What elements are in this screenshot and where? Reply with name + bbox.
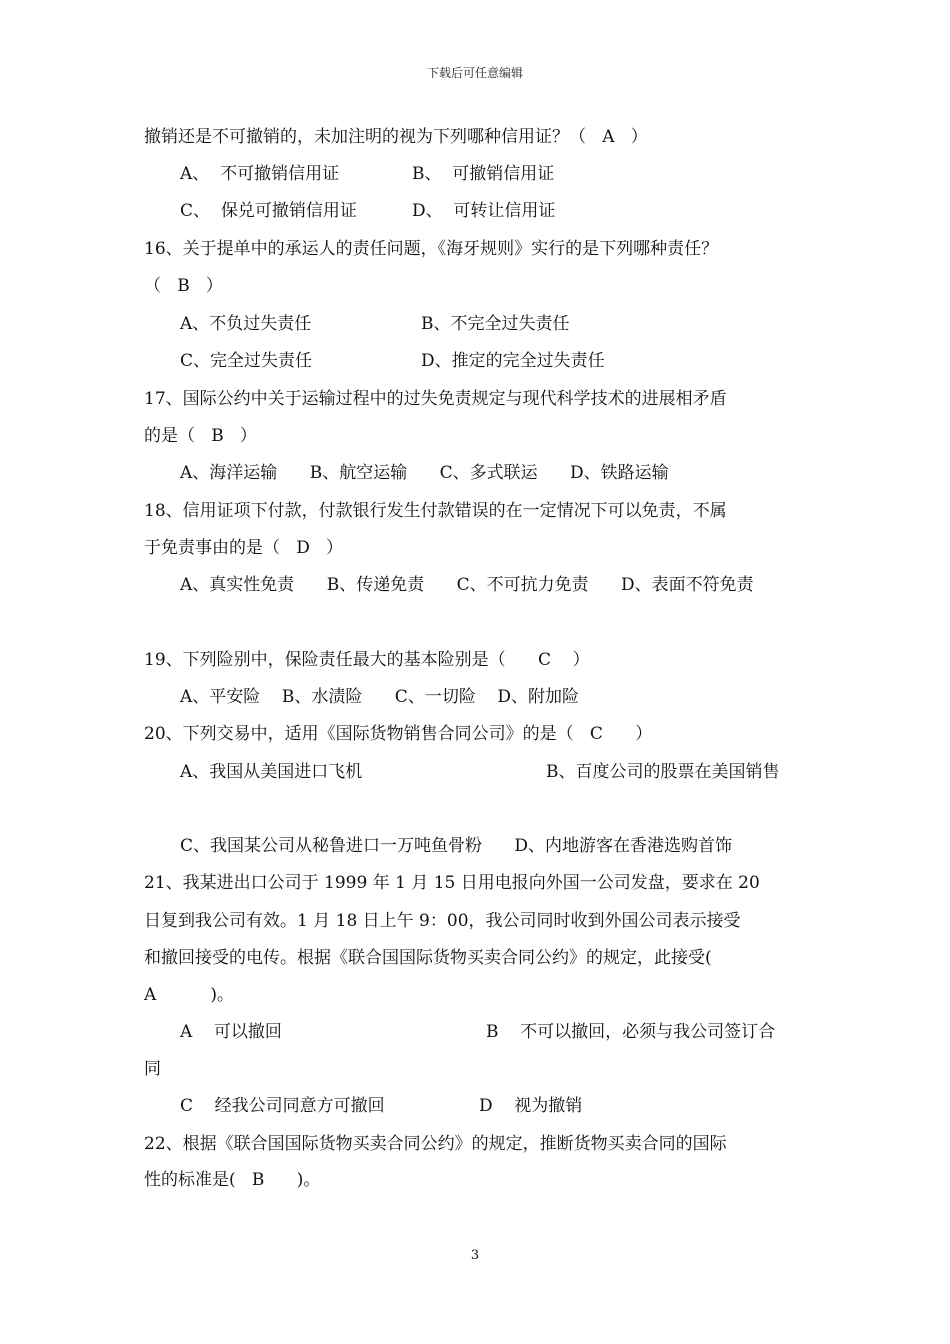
q19-text-1: 19、下列险别中，保险责任最大的基本险别是（ C ） bbox=[144, 650, 590, 670]
q21-option-a: A 可以撤回 bbox=[180, 1022, 282, 1042]
q21-option-c: C 经我公司同意方可撤回 bbox=[180, 1096, 385, 1116]
q17-options: A、海洋运输 B、航空运输 C、多式联运 D、铁路运输 bbox=[180, 463, 669, 483]
q15-option-b: B、 可撤销信用证 bbox=[412, 164, 555, 184]
q20-text-1: 20、下列交易中，适用《国际货物销售合同公司》的是（ C ） bbox=[144, 724, 653, 744]
q16-option-d: D、推定的完全过失责任 bbox=[421, 351, 605, 371]
q19-options: A、平安险 B、水渍险 C、一切险 D、附加险 bbox=[180, 687, 580, 707]
q15-continuation: 撤销还是不可撤销的，未加注明的视为下列哪种信用证？（ A ） bbox=[144, 127, 648, 147]
q15-option-d: D、 可转让信用证 bbox=[412, 201, 556, 221]
q22-text-2: 性的标准是( B )。 bbox=[144, 1170, 321, 1190]
q16-text-2: （ B ） bbox=[144, 276, 223, 296]
q21-text-4: A )。 bbox=[144, 985, 234, 1005]
q18-text-1: 18、信用证项下付款，付款银行发生付款错误的在一定情况下可以免责，不属 bbox=[144, 501, 727, 521]
q21-text-1: 21、我某进出口公司于 1999 年 1 月 15 日用电报向外国一公司发盘，要求在 20 bbox=[144, 873, 760, 893]
q22-text-1: 22、根据《联合国国际货物买卖合同公约》的规定，推断货物买卖合同的国际 bbox=[144, 1134, 727, 1154]
q17-text-1: 17、国际公约中关于运输过程中的过失免责规定与现代科学技术的进展相矛盾 bbox=[144, 389, 727, 409]
q16-option-a: A、不负过失责任 bbox=[180, 314, 312, 334]
q21-text-2: 日复到我公司有效。1 月 18 日上午 9：00，我公司同时收到外国公司表示接受 bbox=[144, 911, 741, 931]
q21-option-b: B 不可以撤回，必须与我公司签订合 bbox=[486, 1022, 776, 1042]
q21-option-b-continued: 同 bbox=[144, 1059, 161, 1079]
q17-text-2: 的是（ B ） bbox=[144, 426, 257, 446]
q16-text-1: 16、关于提单中的承运人的责任问题，《海牙规则》实行的是下列哪种责任？ bbox=[144, 239, 719, 259]
page-number: 3 bbox=[470, 1248, 480, 1263]
q15-option-c: C、 保兑可撤销信用证 bbox=[180, 201, 357, 221]
q16-option-c: C、完全过失责任 bbox=[180, 351, 313, 371]
q20-options-cd: C、我国某公司从秘鲁进口一万吨鱼骨粉 D、内地游客在香港选购首饰 bbox=[180, 836, 733, 856]
q20-option-a: A、我国从美国进口飞机 bbox=[180, 762, 363, 782]
q15-option-a: A、 不可撤销信用证 bbox=[180, 164, 340, 184]
page-header: 下载后可任意编辑 bbox=[426, 66, 523, 80]
q21-text-3: 和撤回接受的电传。根据《联合国国际货物买卖合同公约》的规定，此接受( bbox=[144, 948, 712, 968]
q20-option-b: B、百度公司的股票在美国销售 bbox=[546, 762, 780, 782]
q21-option-d: D 视为撤销 bbox=[479, 1096, 583, 1116]
q16-option-b: B、不完全过失责任 bbox=[421, 314, 570, 334]
q18-options: A、真实性免责 B、传递免责 C、不可抗力免责 D、表面不符免责 bbox=[180, 575, 754, 595]
q18-text-2: 于免责事由的是（ D ） bbox=[144, 538, 344, 558]
